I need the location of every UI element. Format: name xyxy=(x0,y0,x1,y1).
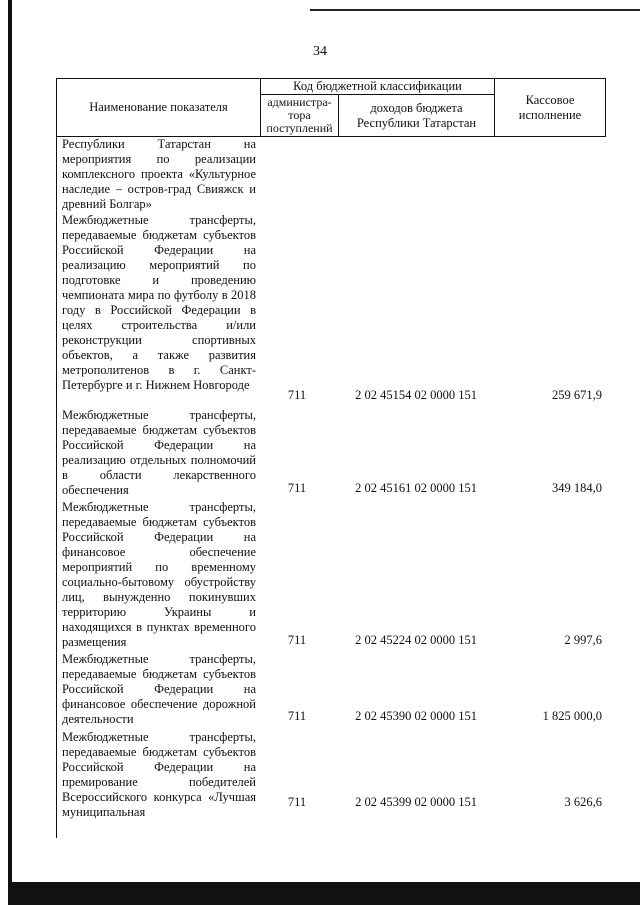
table-row-budget-code: 2 02 45399 02 0000 151 xyxy=(355,795,477,809)
table-row-name: Межбюджетные трансферты, передаваемые бюджетам субъектов Российской Федерации на финансовое обеспечение дорожной деятельности xyxy=(62,652,256,726)
table-row-budget-code: 2 02 45390 02 0000 151 xyxy=(355,709,477,723)
table-row-budget-code: 2 02 45224 02 0000 151 xyxy=(355,633,477,647)
table-row-amount: 259 671,9 xyxy=(552,388,602,402)
page-number: 34 xyxy=(313,44,327,59)
table-row-admin-code: 711 xyxy=(287,795,307,809)
scan-edge-left xyxy=(8,0,12,905)
table-row-admin-code: 711 xyxy=(287,633,307,647)
scan-edge-top xyxy=(310,9,640,11)
scan-edge-bottom xyxy=(10,882,640,905)
table-row-amount: 1 825 000,0 xyxy=(542,709,602,723)
table-row-name: Межбюджетные трансферты, передаваемые бюджетам субъектов Российской Федерации на реализацию мероприятий по подготовке и проведению чемпионата мира по футболу в 2018 году в Российской Федерации в целях строительства и/или реконструкции спортивных объектов, а также развития метрополитенов в г. Санкт-Петербурге и г. Нижнем Новгороде xyxy=(62,213,256,392)
table-row-name: Межбюджетные трансферты, передаваемые бюджетам субъектов Российской Федерации на финансовое обеспечение мероприятий по временному социально-бытовому обустройству лиц, вынужденно покинувших территорию Украины и находящихся в пунктах временного размещения xyxy=(62,500,256,649)
table-row-name: Межбюджетные трансферты, передаваемые бюджетам субъектов Российской Федерации на реализацию отдельных полномочий в области лекарственного обеспечения xyxy=(62,408,256,497)
header-administrator: администра- тора поступлений xyxy=(266,95,333,135)
table-row-amount: 3 626,6 xyxy=(564,795,602,809)
table-row-budget-code: 2 02 45161 02 0000 151 xyxy=(355,481,477,495)
table-row-admin-code: 711 xyxy=(287,388,307,402)
table-row-admin-code: 711 xyxy=(287,481,307,495)
table-row-amount: 2 997,6 xyxy=(564,633,602,647)
table-row-admin-code: 711 xyxy=(287,709,307,723)
header-name xyxy=(57,79,260,136)
table-row-budget-code: 2 02 45154 02 0000 151 xyxy=(355,388,477,402)
table-border-right xyxy=(605,78,606,137)
header-cash-execution: Кассовое исполнение xyxy=(518,92,582,122)
budget-table xyxy=(56,78,606,838)
header-name-text: Наименование показателя xyxy=(89,100,228,114)
table-row-name: Межбюджетные трансферты, передаваемые бюджетам субъектов Российской Федерации на премирование победителей Всероссийского конкурса «Лучшая муниципальная xyxy=(62,730,256,819)
table-row-amount: 349 184,0 xyxy=(552,481,602,495)
table-row-name: Республики Татарстан на мероприятия по реализации комплексного проекта «Культурное наследие – остров-град Свияжск и древний Болгар» xyxy=(62,137,256,211)
header-revenue: доходов бюджета Республики Татарстан xyxy=(356,100,477,130)
header-budget-code-text: Код бюджетной классификации xyxy=(293,79,462,93)
header-budget-code xyxy=(261,79,494,94)
table-border-left xyxy=(56,78,57,838)
